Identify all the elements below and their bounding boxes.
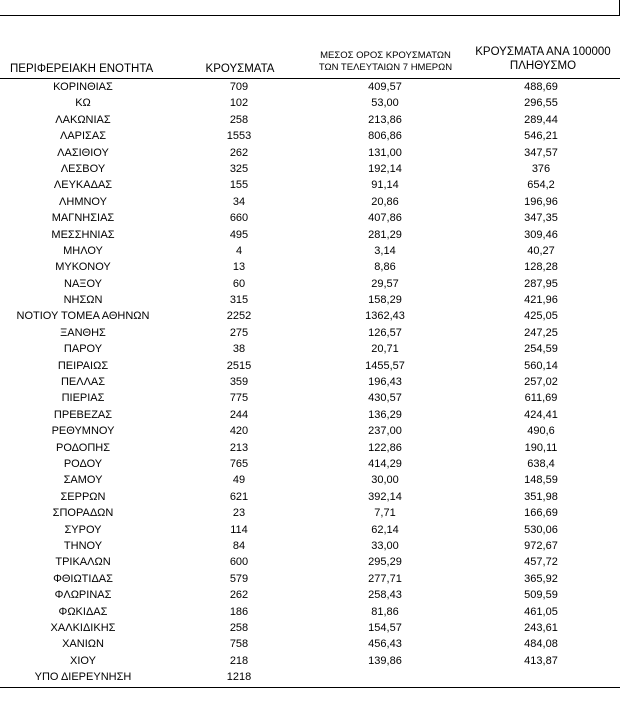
cell-per100k: 490,6 [527, 425, 555, 438]
cell-avg7: 136,29 [368, 408, 402, 421]
cell-cases: 325 [229, 162, 249, 175]
cell-region: ΛΑΚΩΝΙΑΣ [55, 113, 111, 126]
cell-per100k: 296,55 [524, 97, 558, 110]
cell-cases: 2252 [226, 310, 252, 323]
table-row [0, 145, 620, 161]
cell-per100k: 546,21 [524, 130, 558, 143]
table-row [0, 604, 620, 620]
cell-cases: 84 [232, 539, 246, 552]
cell-cases: 114 [230, 523, 248, 536]
cell-cases: 244 [229, 408, 249, 421]
cell-cases: 60 [232, 277, 246, 290]
cell-cases: 34 [232, 195, 246, 208]
cell-per100k: 148,59 [524, 474, 558, 487]
top-right-border [619, 0, 620, 15]
cell-region: ΠΕΛΛΑΣ [60, 376, 106, 389]
cell-per100k: 611,69 [524, 392, 558, 405]
cell-per100k: 638,4 [527, 457, 555, 470]
cell-region: ΛΕΥΚΑΔΑΣ [53, 179, 113, 192]
cell-region: ΣΕΡΡΩΝ [60, 490, 106, 503]
table-row [0, 227, 620, 243]
cell-per100k: 425,05 [524, 310, 558, 323]
table-row [0, 390, 620, 406]
table-row [0, 571, 620, 587]
cell-region: ΤΗΝΟΥ [63, 539, 103, 552]
cell-avg7: 62,14 [371, 523, 399, 536]
header-region: ΠΕΡΙΦΕΡΕΙΑΚΗ ΕΝΟΤΗΤΑ [10, 63, 154, 75]
cell-region: ΛΗΜΝΟΥ [59, 195, 107, 208]
cell-cases: 262 [229, 146, 249, 159]
table-row [0, 407, 620, 423]
cell-cases: 758 [229, 638, 249, 651]
cell-region: ΠΕΙΡΑΙΩΣ [57, 359, 109, 372]
cell-avg7: 91,14 [371, 179, 399, 192]
table-row [0, 210, 620, 226]
cell-avg7: 30,00 [371, 474, 399, 487]
cell-cases: 600 [229, 556, 249, 569]
header-avg7 [303, 50, 468, 74]
cell-avg7: 7,71 [374, 507, 396, 520]
cell-per100k: 421,96 [524, 294, 558, 307]
table-row [0, 341, 620, 357]
header-per100k-line2: ΠΛΗΘΥΣΜΟ [509, 60, 577, 72]
table-row [0, 554, 620, 570]
cell-cases: 155 [229, 179, 249, 192]
cell-region: ΛΑΡΙΣΑΣ [59, 130, 106, 143]
cell-cases: 359 [229, 376, 249, 389]
cell-avg7: 414,29 [368, 457, 402, 470]
cell-per100k: 351,98 [524, 490, 558, 503]
table-row [0, 505, 620, 521]
cell-avg7: 430,57 [368, 392, 402, 405]
cell-cases: 1218 [226, 671, 252, 684]
cell-region: ΦΘΙΩΤΙΔΑΣ [53, 572, 113, 585]
table-row [0, 440, 620, 456]
cell-cases: 258 [229, 621, 249, 634]
cell-region: ΝΟΤΙΟΥ ΤΟΜΕΑ ΑΘΗΝΩΝ [16, 310, 150, 323]
cell-avg7: 126,57 [368, 326, 402, 339]
cell-cases: 660 [229, 212, 249, 225]
cell-region: ΡΟΔΟΥ [63, 457, 103, 470]
header-per100k [468, 45, 618, 73]
cell-avg7: 456,43 [368, 638, 402, 651]
cell-per100k: 243,61 [524, 621, 558, 634]
cell-cases: 213 [229, 441, 249, 454]
cell-avg7: 1455,57 [365, 359, 405, 372]
cell-region: ΡΕΘΥΜΝΟΥ [51, 425, 115, 438]
table-row [0, 259, 620, 275]
table-row [0, 669, 620, 685]
cell-per100k: 457,72 [524, 556, 558, 569]
cell-region: ΦΛΩΡΙΝΑΣ [54, 589, 112, 602]
cell-per100k: 40,27 [527, 244, 555, 257]
cell-per100k: 128,28 [524, 261, 558, 274]
table-row [0, 423, 620, 439]
cell-avg7: 158,29 [368, 294, 402, 307]
table-row [0, 177, 620, 193]
table-body [0, 79, 620, 685]
cell-cases: 315 [229, 294, 249, 307]
cell-per100k: 309,46 [524, 228, 558, 241]
cell-region: ΣΠΟΡΑΔΩΝ [52, 507, 114, 520]
table-row [0, 358, 620, 374]
cell-cases: 49 [232, 474, 246, 487]
cell-region: ΜΕΣΣΗΝΙΑΣ [51, 228, 115, 241]
cell-cases: 1553 [226, 130, 252, 143]
cell-region: ΧΑΛΚΙΔΙΚΗΣ [50, 621, 116, 634]
cell-cases: 765 [229, 457, 249, 470]
cell-region: ΜΗΛΟΥ [63, 244, 103, 257]
table-row [0, 292, 620, 308]
cell-cases: 275 [229, 326, 249, 339]
cell-avg7: 1362,43 [365, 310, 405, 323]
cell-avg7: 53,00 [371, 97, 399, 110]
cell-avg7: 122,86 [368, 441, 402, 454]
cell-cases: 218 [229, 654, 249, 667]
cell-avg7: 409,57 [368, 81, 402, 93]
table-row [0, 522, 620, 538]
table-row [0, 95, 620, 111]
cell-per100k: 257,02 [524, 376, 558, 389]
cell-region: ΣΥΡΟΥ [64, 523, 102, 536]
cell-region: ΥΠΟ ΔΙΕΡΕΥΝΗΣΗ [34, 671, 132, 684]
cell-avg7: 281,29 [368, 228, 402, 241]
cell-per100k: 560,14 [524, 359, 558, 372]
cell-avg7: 196,43 [368, 376, 402, 389]
cell-region: ΝΑΞΟΥ [64, 277, 102, 290]
cell-cases: 709 [229, 81, 249, 93]
cell-region: ΧΑΝΙΩΝ [62, 638, 104, 651]
table-row [0, 112, 620, 128]
cell-per100k: 166,69 [524, 507, 558, 520]
cell-avg7: 154,57 [368, 621, 402, 634]
cell-per100k: 488,69 [524, 81, 558, 93]
cell-avg7: 407,86 [368, 212, 402, 225]
bottom-rule [0, 687, 620, 688]
cell-cases: 186 [229, 605, 249, 618]
cell-region: ΠΙΕΡΙΑΣ [61, 392, 105, 405]
cell-cases: 102 [229, 97, 249, 110]
cell-per100k: 484,08 [524, 638, 558, 651]
table-row [0, 128, 620, 144]
cell-cases: 579 [229, 572, 249, 585]
cell-region: ΡΟΔΟΠΗΣ [55, 441, 111, 454]
cell-per100k: 424,41 [524, 408, 558, 421]
table-row [0, 636, 620, 652]
cell-region: ΜΑΓΝΗΣΙΑΣ [51, 212, 115, 225]
cell-avg7: 20,86 [371, 195, 399, 208]
header-cases: ΚΡΟΥΣΜΑΤΑ [205, 63, 275, 75]
table-row [0, 538, 620, 554]
table-row [0, 653, 620, 669]
header-avg7-line1: ΜΕΣΟΣ ΟΡΟΣ ΚΡΟΥΣΜΑΤΩΝ [320, 50, 451, 61]
cell-per100k: 347,35 [524, 212, 558, 225]
cell-region: ΤΡΙΚΑΛΩΝ [55, 556, 111, 569]
cell-avg7: 20,71 [371, 343, 399, 356]
cell-per100k: 461,05 [524, 605, 558, 618]
table-row [0, 194, 620, 210]
table-row [0, 374, 620, 390]
cell-region: ΛΕΣΒΟΥ [60, 162, 106, 175]
cell-per100k: 254,59 [524, 343, 558, 356]
cell-region: ΞΑΝΘΗΣ [60, 326, 106, 339]
cell-region: ΧΙΟΥ [70, 654, 96, 667]
cell-avg7: 213,86 [368, 113, 402, 126]
cell-region: ΣΑΜΟΥ [63, 474, 103, 487]
cell-per100k: 196,96 [524, 195, 558, 208]
cell-cases: 420 [229, 425, 249, 438]
cell-cases: 13 [232, 261, 246, 274]
cell-per100k: 654,2 [527, 179, 555, 192]
cell-region: ΦΩΚΙΔΑΣ [58, 605, 108, 618]
cell-region: ΠΡΕΒΕΖΑΣ [53, 408, 113, 421]
cell-avg7: 29,57 [371, 277, 399, 290]
cell-region: ΚΟΡΙΝΘΙΑΣ [53, 81, 113, 93]
cell-per100k: 972,67 [524, 539, 558, 552]
cell-per100k: 190,11 [524, 441, 558, 454]
cell-avg7: 295,29 [368, 556, 402, 569]
cell-avg7: 33,00 [371, 539, 399, 552]
header-per100k-line1: ΚΡΟΥΣΜΑΤΑ ΑΝΑ 100000 [475, 46, 611, 58]
cell-avg7: 3,14 [374, 244, 396, 257]
cell-avg7: 192,14 [368, 162, 402, 175]
cell-avg7: 131,00 [368, 146, 402, 159]
cell-region: ΛΑΣΙΘΙΟΥ [57, 146, 109, 159]
cell-per100k: 413,87 [524, 654, 558, 667]
table-row [0, 489, 620, 505]
cell-region: ΜΥΚΟΝΟΥ [55, 261, 111, 274]
cell-avg7: 258,43 [368, 589, 402, 602]
cell-cases: 495 [229, 228, 249, 241]
cell-avg7: 806,86 [368, 130, 402, 143]
table-row [0, 308, 620, 324]
cell-cases: 258 [229, 113, 249, 126]
cell-region: ΚΩ [75, 97, 91, 110]
cell-cases: 775 [229, 392, 249, 405]
cell-region: ΠΑΡΟΥ [63, 343, 103, 356]
table-row [0, 587, 620, 603]
table-row [0, 79, 620, 95]
cell-cases: 23 [232, 507, 246, 520]
cell-per100k: 509,59 [524, 589, 558, 602]
cell-per100k: 347,57 [524, 146, 558, 159]
cell-avg7: 237,00 [368, 425, 402, 438]
cell-per100k: 287,95 [524, 277, 558, 290]
cell-cases: 262 [229, 589, 249, 602]
table-row [0, 243, 620, 259]
cell-per100k: 530,06 [524, 523, 558, 536]
table-row [0, 456, 620, 472]
cell-avg7: 139,86 [368, 654, 402, 667]
cell-cases: 38 [232, 343, 246, 356]
table-row [0, 276, 620, 292]
table-row [0, 161, 620, 177]
top-rule [0, 15, 620, 16]
cell-per100k: 376 [531, 162, 551, 175]
table-row [0, 472, 620, 488]
cell-per100k: 247,25 [524, 326, 558, 339]
cell-cases: 621 [229, 490, 249, 503]
cell-avg7: 8,86 [374, 261, 396, 274]
cell-per100k: 365,92 [524, 572, 558, 585]
cell-cases: 4 [235, 244, 243, 257]
cell-cases: 2515 [226, 359, 252, 372]
table-row [0, 325, 620, 341]
cell-avg7: 392,14 [368, 490, 402, 503]
cell-avg7: 81,86 [371, 605, 399, 618]
header-avg7-line2: ΤΩΝ ΤΕΛΕΥΤΑΙΩΝ 7 ΗΜΕΡΩΝ [318, 62, 453, 73]
cell-region: ΝΗΣΩΝ [63, 294, 103, 307]
cell-avg7: 277,71 [368, 572, 402, 585]
cell-per100k: 289,44 [524, 113, 558, 126]
table-row [0, 620, 620, 636]
